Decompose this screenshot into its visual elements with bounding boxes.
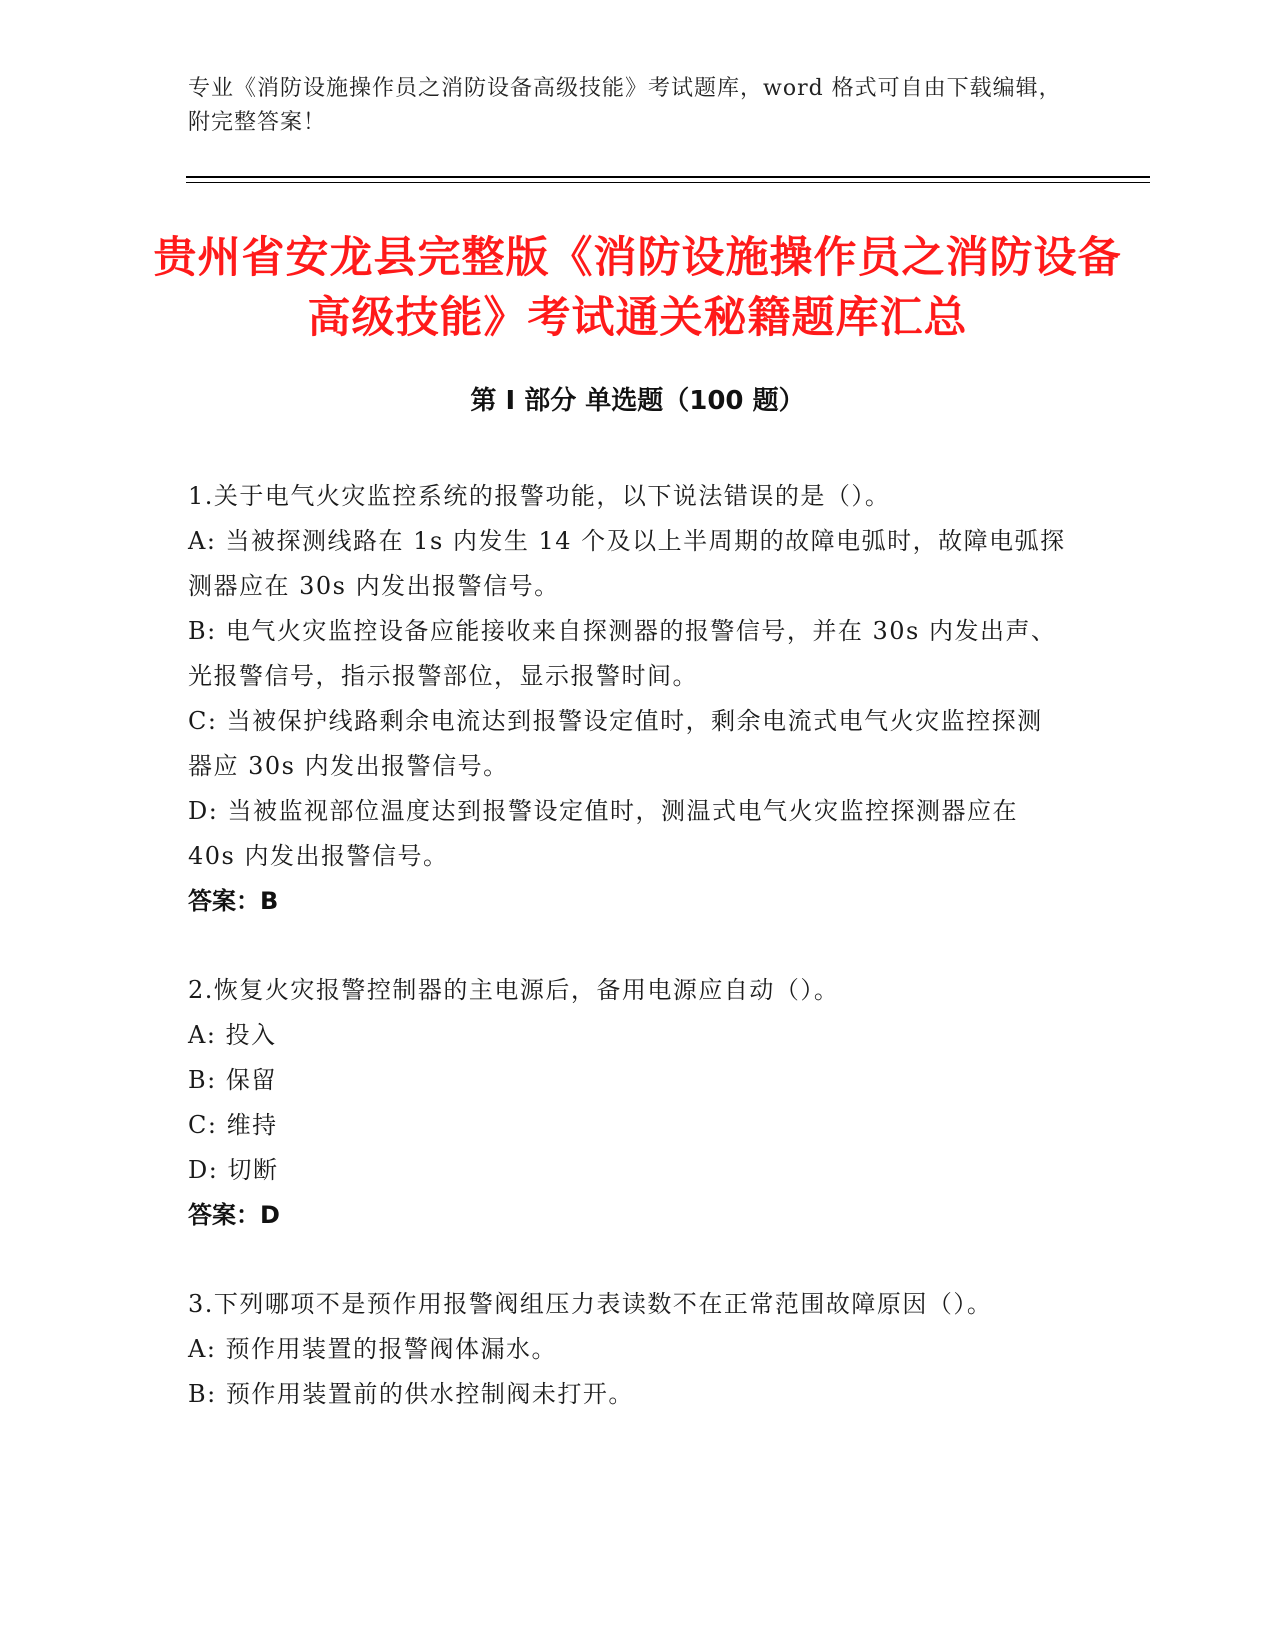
question-option-d: D: 当被监视部位温度达到报警设定值时，测温式电气火灾监控探测器应在 40s 内发出报警信号。 — [188, 797, 1018, 870]
question-option-b: B: 预作用装置前的供水控制阀未打开。 — [188, 1380, 634, 1408]
question-list — [188, 474, 1068, 1461]
question-stem: 1.关于电气火灾监控系统的报警功能，以下说法错误的是（）。 — [188, 482, 891, 510]
header-note: 专业《消防设施操作员之消防设备高级技能》考试题库，word 格式可自由下载编辑，附完整答案！ — [188, 76, 1062, 135]
header-divider-thick — [186, 176, 1150, 178]
question-option-b: B: 保留 — [188, 1066, 277, 1094]
question-2 — [188, 968, 1068, 1238]
question-answer: 答案：B — [188, 887, 279, 915]
question-stem: 2.恢复火灾报警控制器的主电源后，备用电源应自动（）。 — [188, 976, 840, 1004]
question-option-a: A: 当被探测线路在 1s 内发生 14 个及以上半周期的故障电弧时，故障电弧探测器应在 30s 内发出报警信号。 — [188, 527, 1066, 600]
question-option-b: B: 电气火灾监控设备应能接收来自探测器的报警信号，并在 30s 内发出声、光报警信号，指示报警部位，显示报警时间。 — [188, 617, 1057, 690]
question-stem: 3.下列哪项不是预作用报警阀组压力表读数不在正常范围故障原因（）。 — [188, 1290, 993, 1318]
question-answer: 答案：D — [188, 1201, 280, 1229]
question-option-c: C: 当被保护线路剩余电流达到报警设定值时，剩余电流式电气火灾监控探测器应 30s 内发出报警信号。 — [188, 707, 1043, 780]
header-divider-thin — [186, 182, 1150, 183]
question-3 — [188, 1282, 1068, 1417]
section-heading: 第 I 部分 单选题（100 题） — [470, 386, 805, 416]
question-option-d: D: 切断 — [188, 1156, 279, 1184]
question-option-a: A: 投入 — [188, 1021, 277, 1049]
question-1 — [188, 474, 1068, 924]
question-option-c: C: 维持 — [188, 1111, 278, 1139]
question-option-a: A: 预作用装置的报警阀体漏水。 — [188, 1335, 558, 1363]
document-title: 贵州省安龙县完整版《消防设施操作员之消防设备高级技能》考试通关秘籍题库汇总 — [153, 233, 1122, 343]
